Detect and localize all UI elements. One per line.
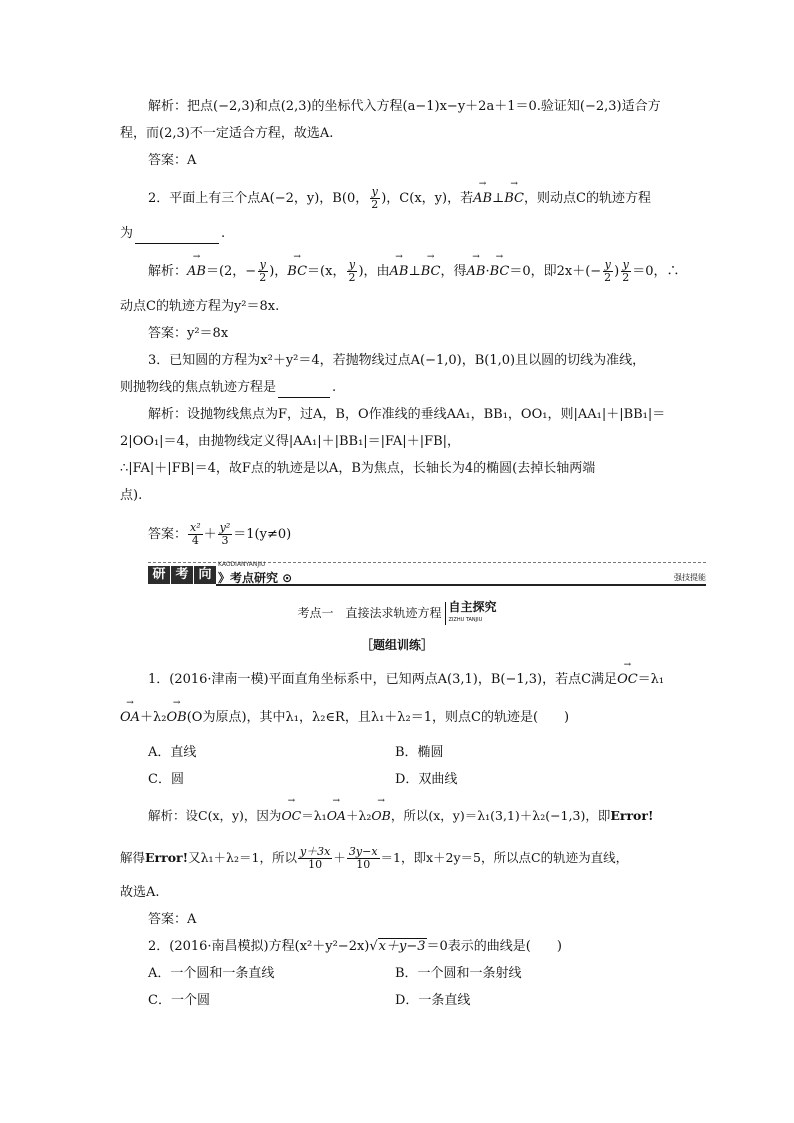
answer-blank <box>278 383 330 398</box>
option-b: B．椭圆 <box>395 745 444 760</box>
option-a: A．直线 <box>148 745 197 760</box>
option-d: D．双曲线 <box>395 772 458 787</box>
question-2-solution-2: 动点C的轨迹方程为y²＝8x. <box>120 299 280 314</box>
exercise-1-solution-1: 解析：设C(x，y)，因为→ OC＝λ₁→ OA＋λ₂→ OB，所以(x，y)＝λ₁(3,1)＋λ₂(−1,3)，即Error! <box>148 806 706 826</box>
banner-block: 考 <box>171 566 193 584</box>
option-c: C．一个圆 <box>148 993 210 1008</box>
question-2-stem-end: 为 . <box>120 224 706 244</box>
question-3-stem-2: 则抛物线的焦点轨迹方程是 . <box>120 378 706 398</box>
question-2-stem: 2．平面上有三个点A(−2，y)，B(0， $\frac{y}{2}$ )，C(x，y)，若→ AB⊥→ BC，则动点C的轨迹方程 <box>148 186 706 211</box>
option-c: C．圆 <box>148 772 184 787</box>
analysis-line-2: 程，而(2,3)不一定适合方程，故选A. <box>120 126 334 141</box>
question-2-solution: 解析：→ AB＝(2，− $\frac{y}{2}$ )，→ BC＝(x， $\frac{y}{2}$ )，由→ AB⊥→ BC，得→ AB·→ BC＝0，即2x＋(− $\frac{y}{2}$ ) $\frac{y}{2}$ ＝0，∴ <box>148 259 706 284</box>
exercise-2-stem: 2．(2016·南昌模拟)方程(x²＋y²−2x)√x＋y−3＝0表示的曲线是( ) <box>148 939 562 954</box>
banner-right-label: 强技提能 <box>674 573 706 582</box>
question-3-solution-2: 2|OO₁|＝4，由抛物线定义得|AA₁|＋|BB₁|＝|FA|＋|FB|， <box>120 434 461 449</box>
option-b: B．一个圆和一条射线 <box>395 966 522 981</box>
analysis-line-1: 解析：把点(−2,3)和点(2,3)的坐标代入方程(a−1)x−y＋2a＋1＝0.验证知(−2,3)适合方 <box>148 99 661 114</box>
question-3-stem-1: 3．已知圆的方程为x²＋y²＝4，若抛物线过点A(−1,0)，B(1,0)且以圆的切线为准线， <box>148 353 646 368</box>
question-3-solution-1: 解析：设抛物线焦点为F，过A，B，O作准线的垂线AA₁，BB₁，OO₁，则|AA₁|＋|BB₁|＝ <box>148 407 666 422</box>
option-a: A．一个圆和一条直线 <box>148 966 275 981</box>
exercise-group-heading: ［题组训练］ <box>360 638 433 652</box>
option-d: D．一条直线 <box>395 993 471 1008</box>
exercise-1-stem-1: 1．(2016·津南一模)平面直角坐标系中，已知两点A(3,1)，B(−1,3)，若点C满足→ OC＝λ₁ <box>148 670 706 690</box>
exercise-1-solution-2: 解得Error!又λ₁＋λ₂＝1，所以 $\frac{y+3x}{10}$ ＋ $\frac{3y-x}{10}$ ＝1，即x＋2y＝5，所以点C的轨迹为直线， <box>120 845 629 871</box>
banner-block: 向 <box>194 566 216 584</box>
exercise-1-answer: 答案：A <box>148 912 197 927</box>
banner-block: 研 <box>148 566 170 584</box>
question-3-solution-3: ∴|FA|＋|FB|＝4，故F点的轨迹是以A，B为焦点，长轴长为4的椭圆(去掉长轴两端 <box>120 461 596 476</box>
banner-title: 》考点研究 ⊙ <box>218 571 293 585</box>
banner-pinyin: KAODIANYANJIU <box>218 561 266 568</box>
section-banner <box>148 562 706 586</box>
exercise-1-stem-2: → OA＋λ₂→ OB(O为原点)，其中λ₁，λ₂∈R，且λ₁＋λ₂＝1，则点C的轨迹是( ) <box>120 708 706 728</box>
answer-3: 答案： $\frac{\text{x²}}{4}$ ＋ $\frac{\text{y²}}{3}$ ＝1(y≠0) <box>148 521 292 547</box>
question-3-solution-4: 点). <box>120 488 143 503</box>
answer-1: 答案：A <box>148 153 197 168</box>
answer-blank <box>135 229 219 244</box>
key-point-title: 考点一 直接法求轨迹方程 自主探究 ZIZHU TANJIU <box>297 600 497 623</box>
exercise-1-solution-3: 故选A. <box>120 885 160 900</box>
answer-2: 答案：y²＝8x <box>148 326 229 341</box>
